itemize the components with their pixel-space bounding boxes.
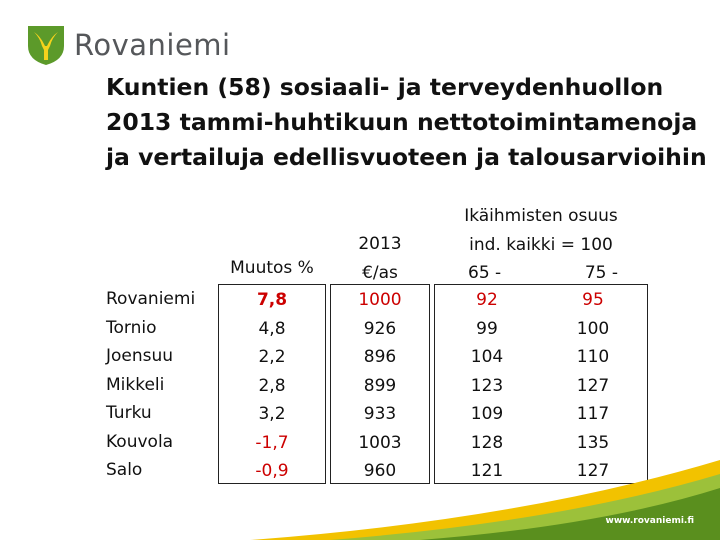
age-75-value: 127 (576, 375, 610, 396)
age-65-value: 123 (470, 375, 504, 396)
title-line-3: ja vertailuja edellisvuoteen ja talousarvioihin (106, 143, 707, 171)
eur-column (330, 284, 430, 484)
age-75-value: 117 (576, 404, 610, 424)
age-75-label: 75 - (584, 263, 618, 283)
age-columns (434, 284, 648, 484)
age-row (435, 429, 647, 458)
title-line-2: 2013 tammi-huhtikuun nettotoimintamenoja (106, 108, 698, 136)
eur-value: 926 (363, 318, 397, 339)
eur-value: 933 (363, 404, 397, 424)
age-row (435, 286, 647, 315)
city-name: Kouvola (106, 431, 174, 452)
age-65-value: 92 (476, 290, 498, 310)
eur-value: 899 (363, 375, 397, 396)
age-65-value: 104 (470, 347, 504, 367)
muutos-value: -1,7 (255, 432, 289, 453)
muutos-value: 3,2 (258, 404, 286, 424)
city-name: Turku (106, 403, 152, 423)
eur-label: €/as (362, 262, 398, 283)
footer-url[interactable]: www.rovaniemi.fi (605, 516, 694, 526)
age-title-2: ind. kaikki = 100 (469, 234, 613, 255)
age-65-value: 99 (476, 318, 498, 339)
age-title-1: Ikäihmisten osuus (464, 206, 618, 226)
city-name: Joensuu (106, 346, 174, 366)
age-row (435, 372, 647, 401)
age-75-value: 100 (576, 318, 610, 339)
muutos-value: 2,2 (258, 347, 286, 367)
rovaniemi-logo (26, 24, 231, 66)
muutos-value: 2,8 (258, 375, 286, 396)
city-column (106, 285, 195, 485)
age-row (435, 315, 647, 344)
age-65-value: 109 (470, 404, 504, 424)
muutos-column (218, 284, 326, 484)
title-line-1: Kuntien (58) sosiaali- ja terveydenhuollon (106, 73, 664, 101)
age-75-value: 110 (576, 347, 610, 367)
city-name: Tornio (106, 317, 157, 338)
eur-value: 960 (363, 461, 397, 481)
age-65-value: 128 (470, 432, 504, 453)
slide-title (106, 70, 707, 175)
eur-value: 1003 (358, 432, 402, 453)
eur-value: 1000 (358, 290, 402, 310)
age-75-value: 95 (582, 290, 604, 310)
age-row (435, 343, 647, 372)
age-header (434, 202, 648, 288)
age-row (435, 400, 647, 429)
age-65-value: 121 (470, 461, 504, 481)
logo-text: Rovaniemi (74, 28, 231, 62)
muutos-value: 7,8 (256, 290, 288, 310)
city-name: Mikkeli (106, 374, 165, 395)
eur-value: 896 (363, 347, 397, 367)
eur-header (330, 230, 430, 287)
muutos-value: 4,8 (258, 318, 286, 339)
age-75-value: 135 (576, 432, 610, 453)
city-name: Rovaniemi (106, 289, 196, 309)
footer-swoosh (0, 460, 720, 540)
city-name: Salo (106, 460, 143, 480)
year-label: 2013 (358, 234, 402, 254)
coat-of-arms-icon (26, 24, 66, 66)
muutos-value: -0,9 (255, 461, 289, 481)
muutos-header: Muutos % (230, 258, 314, 278)
age-75-value: 127 (576, 461, 610, 481)
age-65-label: 65 - (468, 263, 502, 283)
